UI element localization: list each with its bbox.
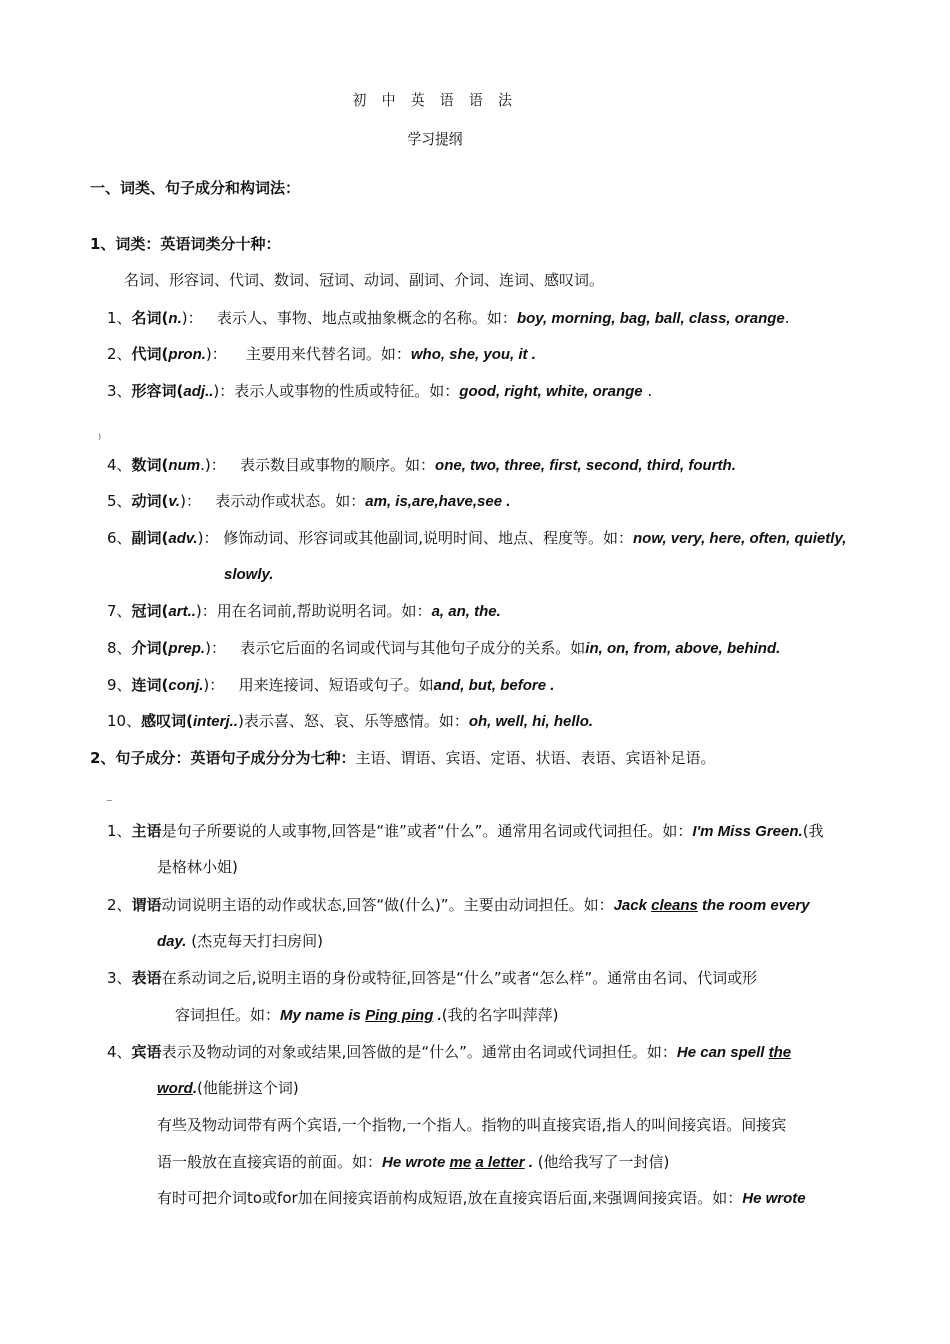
word-class-item: 8、介词(prep.)： 表示它后面的名词或代词与其他句子成分的关系。如in, on, from, above, behind. <box>107 639 781 657</box>
doc-title: 初 中 英 语 语 法 <box>352 91 518 109</box>
word-class-item: 4、数词(num.)： 表示数目或事物的顺序。如：one, two, three, first, second, third, fourth. <box>107 456 736 474</box>
section-heading: 一、词类、句子成分和构词法： <box>90 179 301 197</box>
component-predicative: 3、表语在系动词之后,说明主语的身份或特征,回答是“什么”或者“怎么样”。通常由名词、代词或形 <box>107 969 758 987</box>
component-predicative-cont: 容词担任。如：My name is Ping ping .(我的名字叫萍萍) <box>175 1006 559 1024</box>
word-class-item: 1、名词(n.)： 表示人、事物、地点或抽象概念的名称。如：boy, morning, bag, ball, class, orange. <box>107 309 790 327</box>
component-subject-cont: 是格林小姐) <box>157 858 238 876</box>
component-subject: 1、主语是句子所要说的人或事物,回答是“谁”或者“什么”。通常用名词或代词担任。如：I'm Miss Green.(我 <box>107 822 824 840</box>
component-object: 4、宾语表示及物动词的对象或结果,回答做的是“什么”。通常由名词或代词担任。如：He can spell the <box>107 1043 792 1061</box>
word-class-item: 10、感叹词(interj..)表示喜、怒、哀、乐等感情。如：oh, well, hi, hello. <box>107 712 594 730</box>
word-class-item: 6、副词(adv.)： 修饰动词、形容词或其他副词,说明时间、地点、程度等。如：now, very, here, often, quietly, <box>107 529 847 547</box>
paragraph-line: 有些及物动词带有两个宾语,一个指物,一个指人。指物的叫直接宾语,指人的叫间接宾语。间接宾 <box>157 1116 787 1134</box>
word-class-continuation: slowly. <box>224 566 274 583</box>
doc-subtitle: 学习提纲 <box>407 130 463 148</box>
word-class-item: 9、连词(conj.)： 用来连接词、短语或句子。如and, but, before . <box>107 676 555 694</box>
stray-mark: ) <box>98 432 102 441</box>
sentence-component-heading: 2、句子成分：英语句子成分分为七种：主语、谓语、宾语、定语、状语、表语、宾语补足语。 <box>90 749 716 767</box>
component-object-cont: word.(他能拼这个词) <box>157 1079 299 1097</box>
word-class-item: 3、形容词(adj..)：表示人或事物的性质或特征。如：good, right, white, orange . <box>107 382 653 400</box>
word-class-item: 7、冠词(art..)：用在名词前,帮助说明名词。如：a, an, the. <box>107 602 501 620</box>
word-class-item: 5、动词(v.)： 表示动作或状态。如：am, is,are,have,see . <box>107 492 511 510</box>
word-class-heading: 1、词类：英语词类分十种： <box>90 235 281 253</box>
component-predicate-cont: day. (杰克每天打扫房间) <box>157 932 323 950</box>
stray-mark: ~ <box>106 796 113 805</box>
component-predicate: 2、谓语动词说明主语的动作或状态,回答“做(什么)”。主要由动词担任。如：Jack cleans the room every <box>107 896 810 914</box>
paragraph-line: 有时可把介词to或for加在间接宾语前构成短语,放在直接宾语后面,来强调间接宾语。如：He wrote <box>157 1189 806 1207</box>
word-class-list: 名词、形容词、代词、数词、冠词、动词、副词、介词、连词、感叹词。 <box>124 271 605 289</box>
word-class-item: 2、代词(pron.)： 主要用来代替名词。如：who, she, you, it . <box>107 345 536 363</box>
paragraph-line: 语一般放在直接宾语的前面。如：He wrote me a letter . (他给我写了一封信) <box>157 1153 670 1171</box>
